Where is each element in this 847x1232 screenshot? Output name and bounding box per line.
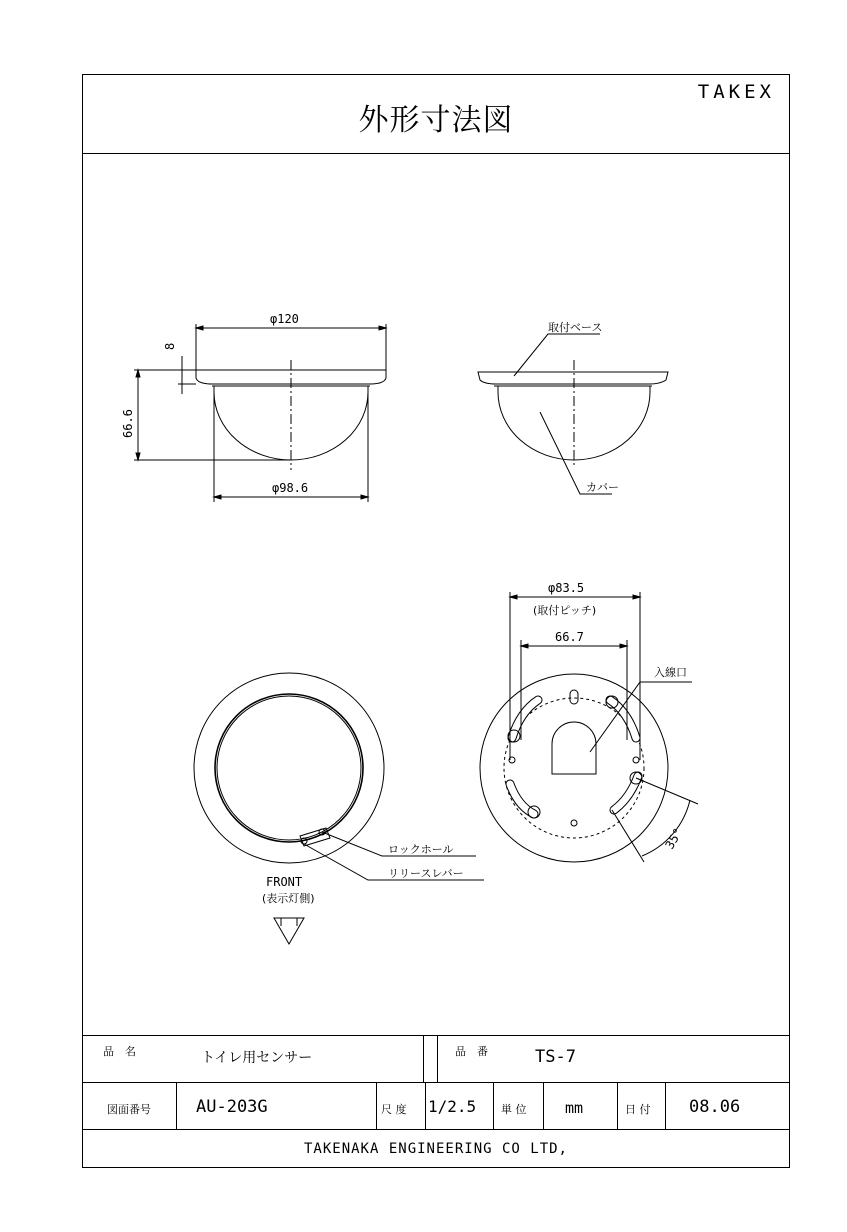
label-cover: カバー — [586, 481, 619, 494]
label-mounting-pitch: (取付ピッチ) — [533, 604, 597, 617]
label-lock-hole: ロックホール — [388, 843, 454, 856]
label-mounting-base: 取付ベース — [548, 321, 603, 334]
company-name: TAKENAKA ENGINEERING CO LTD, — [303, 1141, 568, 1157]
dim-pitch-diameter: φ83.5 — [548, 581, 585, 595]
drawing-no-label: 図面番号 — [107, 1103, 151, 1116]
dim-flange-height: 8 — [163, 342, 177, 350]
base-view — [480, 592, 698, 862]
product-name: トイレ用センサー — [201, 1050, 313, 1066]
dim-inner-pitch: 66.7 — [555, 630, 584, 644]
scale-label: 尺 度 — [381, 1103, 407, 1116]
dim-bottom-diameter: φ98.6 — [272, 481, 309, 495]
label-cable-entry: 入線口 — [654, 666, 687, 679]
unit-value: mm — [565, 1099, 584, 1117]
dim-angle: 35° — [662, 825, 686, 852]
date-label: 日 付 — [625, 1103, 651, 1116]
product-no-label: 品 番 — [455, 1045, 488, 1058]
label-release-lever: リリースレバー — [388, 867, 464, 880]
unit-label: 単 位 — [501, 1103, 527, 1116]
date-value: 08.06 — [689, 1097, 741, 1117]
label-front: FRONT — [266, 875, 303, 889]
product-no: TS-7 — [535, 1047, 576, 1067]
scale-value: 1/2.5 — [428, 1097, 477, 1116]
product-name-label: 品 名 — [103, 1045, 136, 1058]
brand-name: TAKEX — [697, 81, 775, 103]
page-title: 外形寸法図 — [358, 103, 514, 138]
dim-top-diameter: φ120 — [270, 312, 299, 326]
label-front-sub: (表示灯側) — [262, 892, 315, 905]
dim-total-height: 66.6 — [121, 409, 135, 438]
front-view — [478, 334, 668, 494]
drawing-no: AU-203G — [196, 1097, 268, 1117]
top-view — [194, 673, 484, 944]
